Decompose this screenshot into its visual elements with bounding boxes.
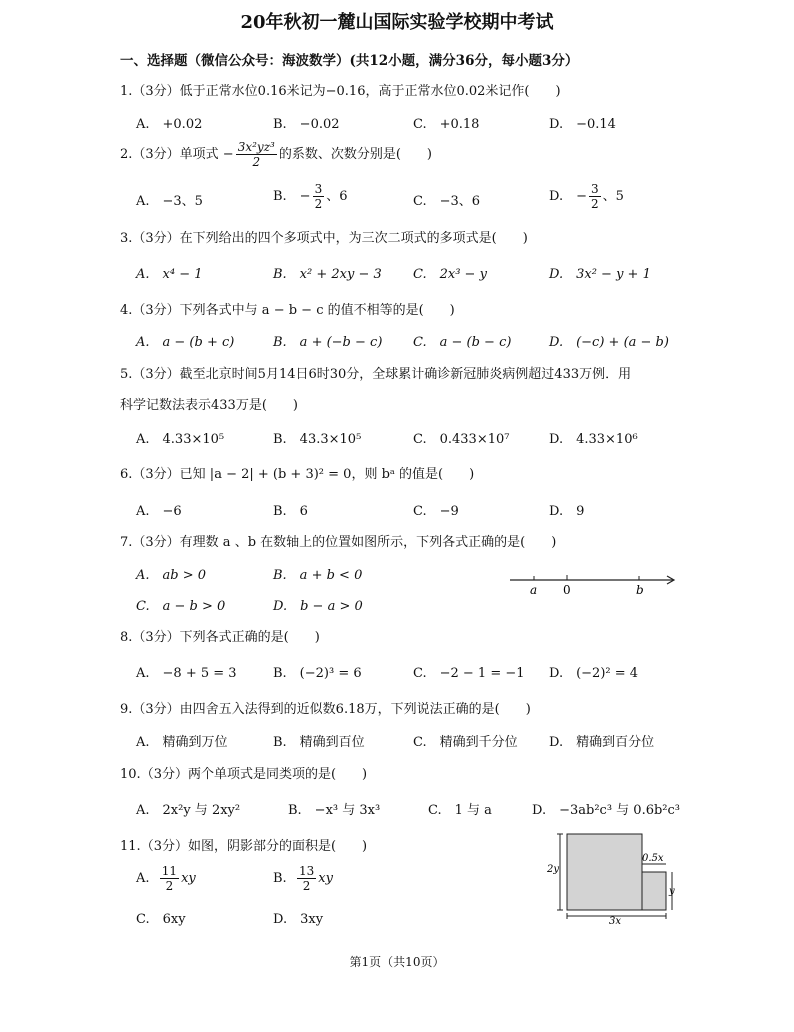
q2-option-c: C. −3、6 (413, 194, 481, 209)
question-11: 11.（3分）如图，阴影部分的面积是( ) (120, 839, 368, 854)
q7-option-c: C. a − b > 0 (136, 599, 226, 614)
section-heading: 一、选择题（微信公众号：海波数学）(共12小题，满分36分，每小题3分） (120, 53, 579, 69)
q7-option-a: A. ab > 0 (136, 568, 207, 583)
q1-option-b: B. −0.02 (273, 117, 340, 132)
q6-option-d: D. 9 (549, 504, 585, 519)
q7-option-b: B. a + b < 0 (273, 568, 363, 583)
q9-option-c: C. 精确到千分位 (413, 735, 518, 750)
q1-option-c: C. +0.18 (413, 117, 480, 132)
shaded-area-figure (545, 828, 685, 924)
page-title: 20年秋初一麓山国际实验学校期中考试 (240, 12, 554, 33)
q3-option-d: D. 3x² − y + 1 (549, 267, 651, 282)
q11-option-c: C. 6xy (136, 912, 186, 927)
q3-option-b: B. x² + 2xy − 3 (273, 267, 382, 282)
q10-option-d: D. −3ab²c³ 与 0.6b²c³ (532, 803, 680, 818)
page-footer: 第1页（共10页） (349, 955, 445, 969)
q10-option-a: A. 2x²y 与 2xy² (136, 803, 241, 818)
question-5-line-2: 科学记数法表示433万是( ) (120, 398, 298, 413)
q4-option-c: C. a − (b − c) (413, 335, 512, 350)
q3-option-c: C. 2x³ − y (413, 267, 487, 282)
q6-option-a: A. −6 (136, 504, 182, 519)
dim-label-2y: 2y (547, 864, 560, 875)
q4-option-a: A. a − (b + c) (136, 335, 235, 350)
q5-option-d: D. 4.33×10⁶ (549, 432, 638, 447)
q5-option-a: A. 4.33×10⁵ (136, 432, 225, 447)
q8-option-b: B. (−2)³ = 6 (273, 666, 362, 681)
q6-option-c: C. −9 (413, 504, 459, 519)
question-7: 7.（3分）有理数 a 、b 在数轴上的位置如图所示，下列各式正确的是( ) (120, 535, 557, 550)
q10-option-b: B. −x³ 与 3x³ (288, 803, 381, 818)
question-4: 4.（3分）下列各式中与 a − b − c 的值不相等的是( ) (120, 303, 455, 318)
q2-option-d: D. − $\frac{3}{2}$ 、5 (549, 182, 624, 211)
question-2: 2.（3分）单项式 − $\frac{\text{3x²yz³}}{2}$ 的系数、次数分别是( ) (120, 140, 432, 169)
q5-option-c: C. 0.433×10⁷ (413, 432, 510, 447)
q2-option-a: A. −3、5 (136, 194, 203, 209)
dim-label-0-5x: 0.5x (642, 853, 664, 864)
q10-option-c: C. 1 与 a (428, 803, 492, 818)
q5-option-b: B. 43.3×10⁵ (273, 432, 362, 447)
q8-option-d: D. (−2)² = 4 (549, 666, 639, 681)
q8-option-c: C. −2 − 1 = −1 (413, 666, 525, 681)
q1-option-d: D. −0.14 (549, 117, 616, 132)
q11-option-d: D. 3xy (273, 912, 324, 927)
axis-label-a: a (530, 583, 538, 597)
axis-label-zero: 0 (563, 583, 571, 597)
q1-option-a: A. +0.02 (136, 117, 203, 132)
dim-label-y: y (669, 886, 675, 897)
question-8: 8.（3分）下列各式正确的是( ) (120, 630, 320, 645)
q8-option-a: A. −8 + 5 = 3 (136, 666, 237, 681)
q2-option-b: B. − $\frac{3}{2}$ 、6 (273, 182, 348, 211)
q6-option-b: B. 6 (273, 504, 308, 519)
question-1: 1.（3分）低于正常水位0.16米记为−0.16，高于正常水位0.02米记作( ) (120, 84, 561, 99)
q3-option-a: A. x⁴ − 1 (136, 267, 203, 282)
q9-option-a: A. 精确到万位 (136, 735, 228, 750)
q4-option-d: D. (−c) + (a − b) (549, 335, 669, 350)
q4-option-b: B. a + (−b − c) (273, 335, 383, 350)
q11-option-b: B. $\frac{13}{2}$ xy (273, 864, 333, 893)
number-line-figure (505, 568, 685, 600)
question-5: 5.（3分）截至北京时间5月14日6时30分，全球累计确诊新冠肺炎病例超过433万例．用 (120, 367, 632, 382)
question-6: 6.（3分）已知 |a − 2| + (b + 3)² = 0，则 bᵃ 的值是( ) (120, 467, 475, 482)
question-3: 3.（3分）在下列给出的四个多项式中，为三次二项式的多项式是( ) (120, 231, 528, 246)
dim-label-3x: 3x (609, 916, 622, 924)
q9-option-b: B. 精确到百位 (273, 735, 365, 750)
question-9: 9.（3分）由四舍五入法得到的近似数6.18万，下列说法正确的是( ) (120, 702, 531, 717)
q9-option-d: D. 精确到百分位 (549, 735, 655, 750)
question-10: 10.（3分）两个单项式是同类项的是( ) (120, 767, 368, 782)
axis-label-b: b (636, 583, 644, 597)
q7-option-d: D. b − a > 0 (273, 599, 363, 614)
q11-option-a: A. $\frac{11}{2}$ xy (136, 864, 196, 893)
